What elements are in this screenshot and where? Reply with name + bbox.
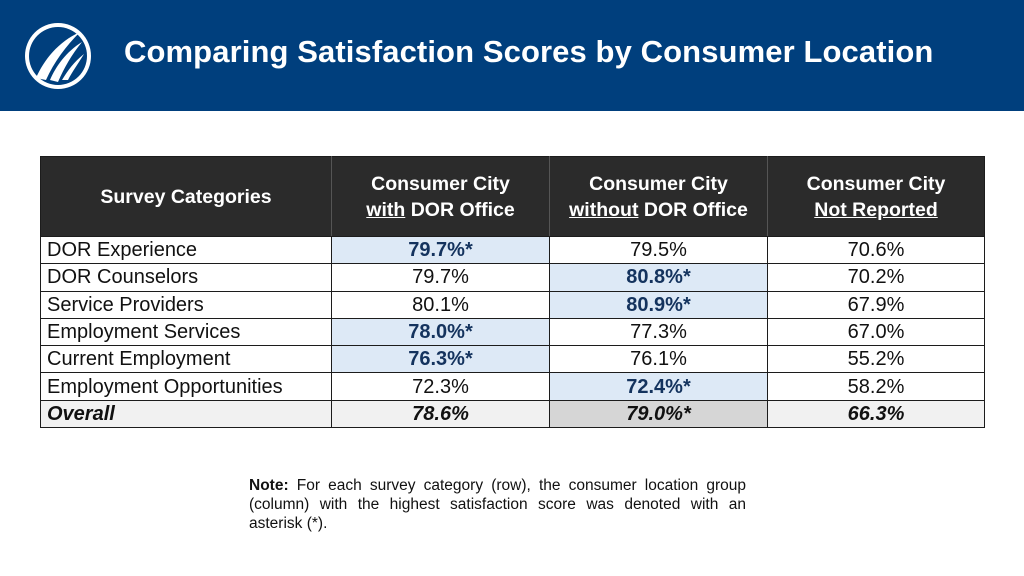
table-row bbox=[41, 291, 985, 318]
column-header-with-office: Consumer City with DOR Office bbox=[332, 157, 550, 237]
row-category: Employment Opportunities bbox=[41, 373, 332, 400]
row-category: Current Employment bbox=[41, 346, 332, 373]
score-not-reported: 70.6% bbox=[768, 237, 985, 264]
score-with-office: 78.0%* bbox=[332, 318, 550, 345]
satisfaction-table bbox=[40, 156, 985, 428]
row-category: DOR Counselors bbox=[41, 264, 332, 291]
title-banner bbox=[0, 0, 1024, 111]
score-with-office: 72.3% bbox=[332, 373, 550, 400]
table-row bbox=[41, 373, 985, 400]
row-category: Employment Services bbox=[41, 318, 332, 345]
table-header-row bbox=[41, 157, 985, 237]
score-not-reported: 67.9% bbox=[768, 291, 985, 318]
score-not-reported: 70.2% bbox=[768, 264, 985, 291]
row-category: Service Providers bbox=[41, 291, 332, 318]
table-row bbox=[41, 346, 985, 373]
page-title: Comparing Satisfaction Scores by Consumer Location bbox=[124, 34, 934, 69]
score-without-office: 80.9%* bbox=[550, 291, 768, 318]
note-text: For each survey category (row), the consumer location group (column) with the highest satisfaction score was denoted with an asterisk (*). bbox=[249, 477, 746, 532]
score-not-reported: 58.2% bbox=[768, 373, 985, 400]
score-with-office: 80.1% bbox=[332, 291, 550, 318]
score-without-office: 79.5% bbox=[550, 237, 768, 264]
table-row bbox=[41, 264, 985, 291]
score-without-office: 80.8%* bbox=[550, 264, 768, 291]
table-row bbox=[41, 318, 985, 345]
table-row bbox=[41, 237, 985, 264]
score-without-office: 79.0%* bbox=[550, 400, 768, 427]
score-not-reported: 67.0% bbox=[768, 318, 985, 345]
score-without-office: 76.1% bbox=[550, 346, 768, 373]
score-not-reported: 55.2% bbox=[768, 346, 985, 373]
row-category: DOR Experience bbox=[41, 237, 332, 264]
note-label: Note: bbox=[249, 477, 289, 494]
score-with-office: 79.7% bbox=[332, 264, 550, 291]
column-header-without-office: Consumer City without DOR Office bbox=[550, 157, 768, 237]
column-header-category: Survey Categories bbox=[41, 157, 332, 237]
score-without-office: 72.4%* bbox=[550, 373, 768, 400]
score-without-office: 77.3% bbox=[550, 318, 768, 345]
score-with-office: 76.3%* bbox=[332, 346, 550, 373]
column-header-not-reported: Consumer City Not Reported bbox=[768, 157, 985, 237]
overall-row bbox=[41, 400, 985, 427]
score-with-office: 79.7%* bbox=[332, 237, 550, 264]
score-with-office: 78.6% bbox=[332, 400, 550, 427]
logo-icon bbox=[22, 20, 94, 92]
row-category: Overall bbox=[41, 400, 332, 427]
footnote bbox=[249, 476, 746, 533]
score-not-reported: 66.3% bbox=[768, 400, 985, 427]
